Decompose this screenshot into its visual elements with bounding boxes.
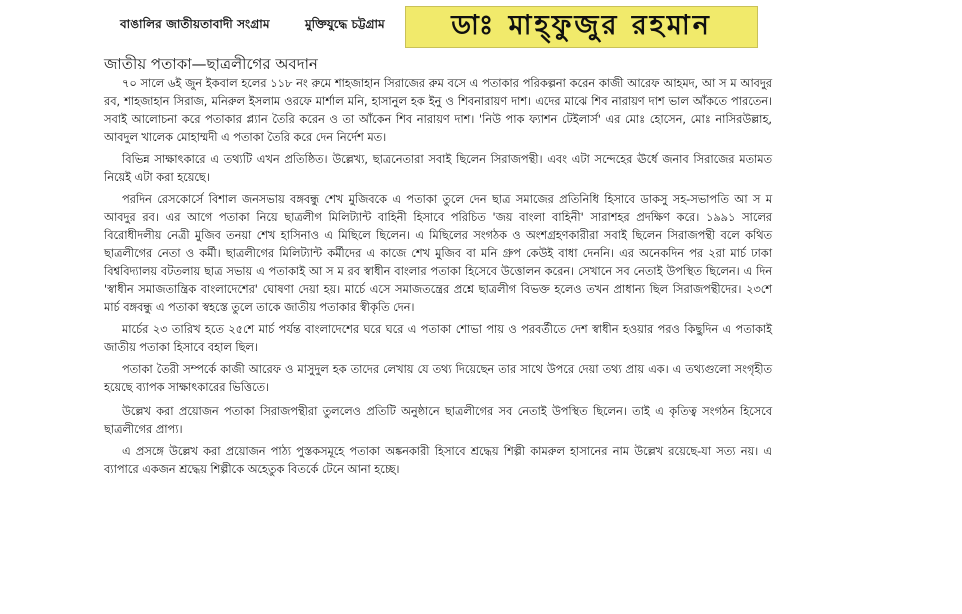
paragraph: পতাকা তৈরী সম্পর্কে কাজী আরেফ ও মাসুদুল হক তাদের লেখায় যে তথ্য দিয়েছেন তার সাথে উপরে দেয়া তথ্য প্রায় এক। এ তথ্যগুলো সংগৃহীত হয়েছে ব্যাপক সাক্ষাৎকারের ভিত্তিতে। xyxy=(104,363,772,394)
paragraph: পরদিন রেসকোর্সে বিশাল জনসভায় বঙ্গবন্ধু শেখ মুজিবকে এ পতাকা তুলে দেন ছাত্র সমাজের প্রতিনিধি হিসাবে ডাকসু সহ-সভাপতি আ স ম আবদুর রব। এর আগে পতাকা নিয়ে ছাত্রলীগ মিলিট্যান্ট বাহিনী হিসাবে পরিচিত 'জয় বাংলা বাহিনী' সারাশহর প্রদক্ষিণ করে। ১৯৯১ সালের বিরোধীদলীয় নেত্রী মুজিব তনয়া শেখ হাসিনাও এ মিছিলে ছিলেন। এ মিছিলের সংগঠক ও অংশগ্রহণকারীরা সবাই ছিলেন সিরাজপন্থী বলে কথিত ছাত্রলীগের নেতা ও কর্মী। ছাত্রলীগের মিলিট্যান্ট কর্মীদের এ কাজে শেখ মুজিব বা মনি গ্রুপ কেউই বাধা দেননি। এর অনেকদিন পর ২রা মার্চ ঢাকা বিশ্ববিদ্যালয় বটতলায় ছাত্র সভায় এ পতাকাই আ স ম রব স্বাধীন বাংলার পতাকা হিসেবে উত্তোলন করেন। সেখানে সব নেতাই উপস্থিত ছিলেন। এ দিন 'স্বাধীন সমাজতান্ত্রিক বাংলাদেশের' ঘোষণা দেয়া হয়। মার্চে এসে সমাজতন্ত্রের প্রশ্নে ছাত্রলীগ বিভক্ত হলেও তখন প্রাধান্য ছিল সিরাজপন্থীদের। ২৩শে মার্চ বঙ্গবন্ধু এ পতাকা স্বহস্তে তুলে তাকে জাতীয় পতাকার স্বীকৃতি দেন। xyxy=(104,193,772,314)
paragraph: উল্লেখ করা প্রয়োজন পতাকা সিরাজপন্থীরা তুললেও প্রতিটি অনুষ্ঠানে ছাত্রলীগের সব নেতাই উপস্থিত ছিলেন। তাই এ কৃতিত্ব সংগঠন হিসেবে ছাত্রলীগের প্রাপ্য। xyxy=(104,405,772,436)
author-banner: ডাঃ মাহ্‌ফুজুর রহমান xyxy=(405,6,758,48)
header-mid-caption: মুক্তিযুদ্ধে চট্টগ্রাম xyxy=(305,17,385,31)
article-body xyxy=(104,75,772,483)
paragraph: মার্চের ২৩ তারিখ হতে ২৫শে মার্চ পর্যন্ত বাংলাদেশের ঘরে ঘরে এ পতাকা শোভা পায় ও পরবর্তীতে দেশ স্বাধীন হওয়ার পরও কিছুদিন এ পতাকাই জাতীয় পতাকা হিসাবে বহাল ছিল। xyxy=(104,323,772,354)
header-left-caption: বাঙালির জাতীয়তাবাদী সংগ্রাম xyxy=(120,17,270,31)
paragraph: বিভিন্ন সাক্ষাৎকারে এ তথ্যটি এখন প্রতিষ্ঠিত। উল্লেখ্য, ছাত্রনেতারা সবাই ছিলেন সিরাজপন্থী। এবং এটা সন্দেহের ঊর্ধে জনাব সিরাজের মতামত নিয়েই এটা করা হয়েছে। xyxy=(104,153,772,184)
paragraph: ৭০ সালে ৬ই জুন ইকবাল হলের ১১৮ নং রুমে শাহজাহান সিরাজের রুম বসে এ পতাকার পরিকল্পনা করেন কাজী আরেফ আহমদ, আ স ম আবদুর রব, শাহজাহান সিরাজ, মনিরুল ইসলাম ওরফে মার্শাল মনি, হাসানুল হক ইনু ও শিবনারায়ণ দাশ। এদের মাঝে শিব নারায়ণ দাশ ভাল আঁকতে পারতেন। সবাই আলোচনা করে পতাকার প্ল্যান তৈরি করেন ও তা আঁকেন শিব নারায়ণ দাশ। 'নিউ পাক ফ্যাশন টেইলার্স' এর মোঃ হোসেন, মোঃ নাসিরউল্লাহ, আবদুল খালেক মোহাম্মদী এ পতাকা তৈরি করে দেন নির্দেশ মত। xyxy=(104,77,772,144)
section-title: জাতীয় পতাকা—ছাত্রলীগের অবদান xyxy=(104,55,318,73)
paragraph: এ প্রসঙ্গে উল্লেখ করা প্রয়োজন পাঠ্য পুস্তকসমূহে পতাকা অঙ্কনকারী হিসাবে শ্রদ্ধেয় শিল্পী কামরুল হাসানের নাম উল্লেখ রয়েছে-যা সত্য নয়। এ ব্যাপারে একজন শ্রদ্ধেয় শিল্পীকে অহেতুক বিতর্কে টেনে আনা হচ্ছে। xyxy=(104,445,772,476)
